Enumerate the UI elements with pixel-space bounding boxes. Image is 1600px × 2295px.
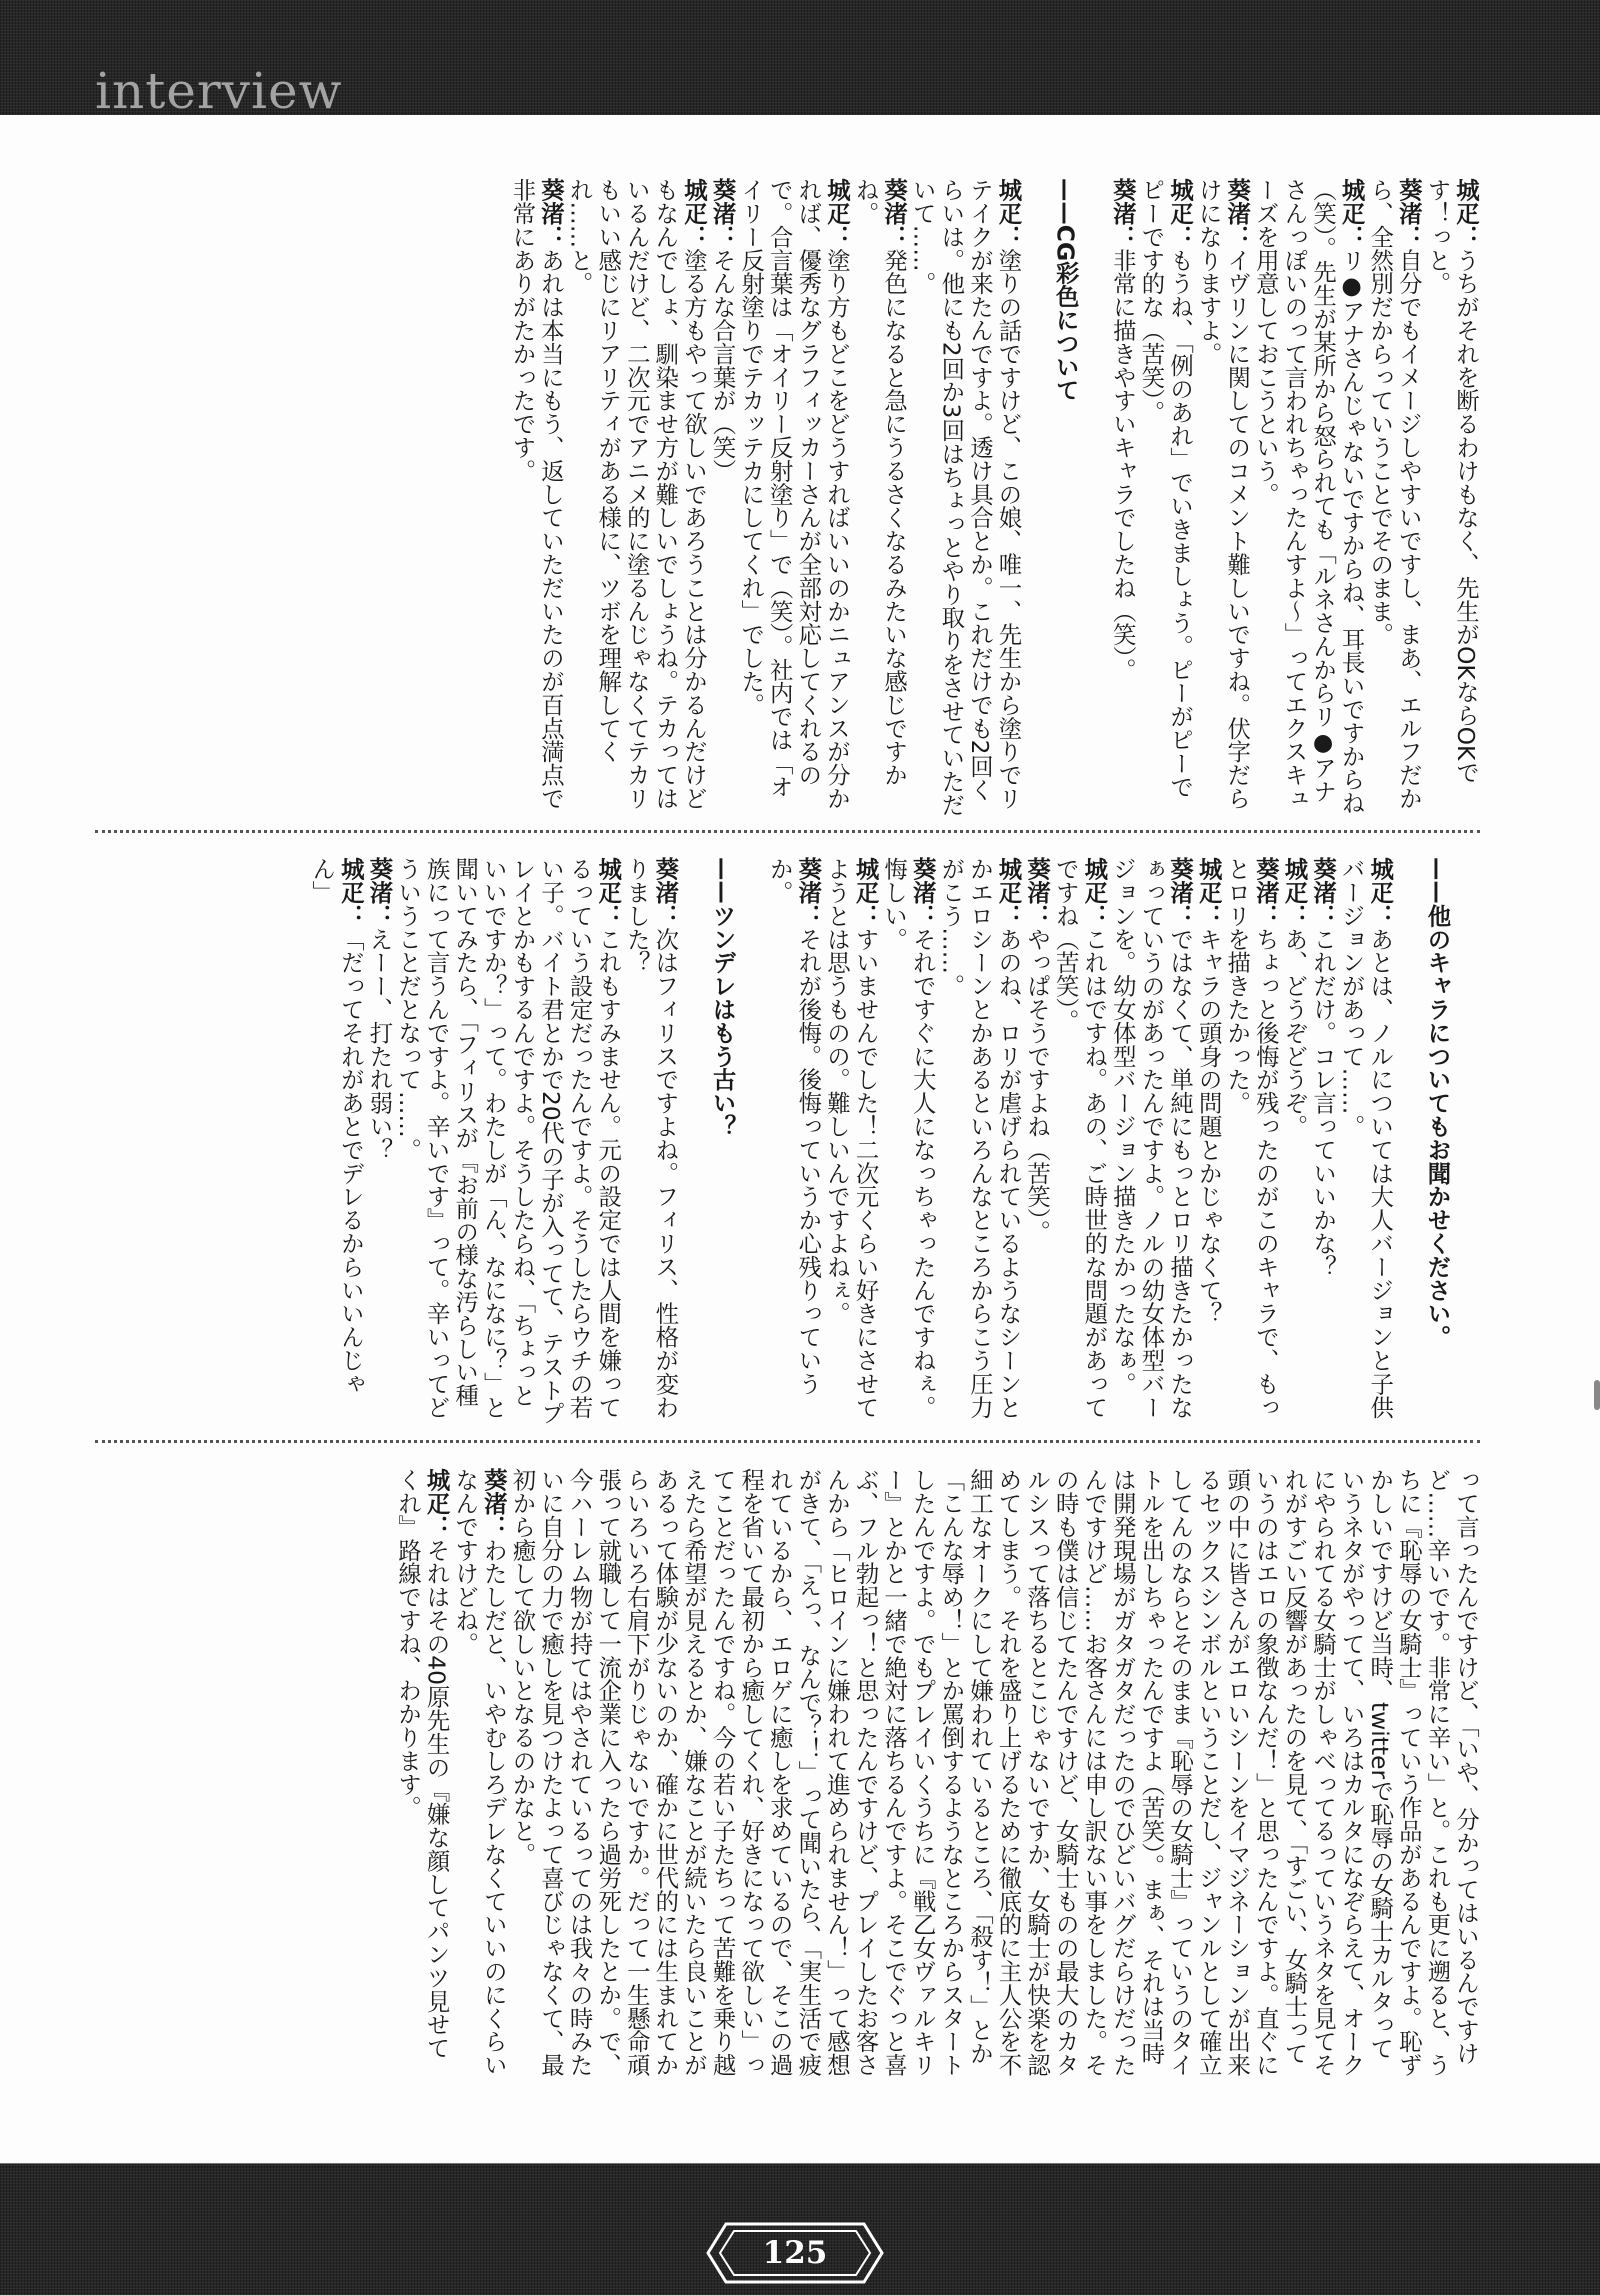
- utterance: [1108, 857, 1194, 1429]
- speaker-label: 葵渚: [537, 178, 565, 225]
- speaker-colon: ：: [1251, 903, 1280, 928]
- utterance-text: これだけ。コレ言っていいかな？: [1309, 927, 1338, 1279]
- utterance-text: これもすみません。元の設定では人間を嫌ってるっていう設定だったんですよ。そうしたらウチの若い子。バイト君とかで20代の子が入ってて、テストプレイとかもするんですよ。そうしたらね、「ちょっといいですか？」って。わたしが「ん、なになに？」と聞いてみたら、「フィリスが『お前の様な汚らしい種族にって言うんですよ。辛いです』って。辛いってどういうことだとなって……。: [394, 857, 623, 1425]
- interview-section-bottom: [150, 1468, 1480, 2080]
- speaker-label: 城疋: [822, 178, 851, 225]
- utterance-text: 「だってそれがあとでデレるからいいんじゃん」: [308, 857, 365, 1396]
- speaker-label: 葵渚: [651, 857, 680, 904]
- utterance: [565, 178, 708, 818]
- interview-section-middle: [110, 857, 1480, 1429]
- speaker-label: 城疋: [1166, 178, 1195, 225]
- speaker-colon: ：: [1080, 903, 1109, 928]
- speaker-label: 葵渚: [880, 178, 909, 225]
- speaker-label: 城疋: [1366, 857, 1395, 904]
- speaker-label: 城疋: [1280, 857, 1309, 904]
- speaker-colon: ：: [1309, 903, 1338, 928]
- utterance: [365, 857, 394, 1429]
- utterance: [1137, 178, 1194, 818]
- speaker-label: 葵渚: [794, 857, 823, 904]
- interview-section-top: [120, 178, 1480, 818]
- utterance: [851, 178, 908, 818]
- section-heading: ——CG彩色について: [1051, 178, 1080, 402]
- speaker-colon: ：: [479, 1514, 508, 1539]
- utterance-text: わたしだと、いやむしろデレなくていいのにくらいなんですけどね。: [451, 1468, 508, 2077]
- utterance: [937, 857, 1023, 1429]
- utterance-text: って言ったんですけど、「いや、分かってはいるんですけど……辛いです。非常に辛い」と。これも更に遡ると、うちに『恥辱の女騎士』っていう作品があるんですよ。恥ずかしいですけど当時、twitterで恥辱の女騎士カルタっていうネタがやってて、いろはカルタになぞらえて、オークにやられてる女騎士がしゃべってるっていうネタを見てそれがすごい反響があったのを見て、「すごい、女騎士っていうのはエロの象徴なんだ！」と思ったんですよ。直ぐに頭の中に皆さんがエロいシーンをイマジネーションが出来るセックスシンボルということだし、ジャンルとして確立してんのならとそのまま『恥辱の女騎士』っていうのタイトルを出しちゃったんですよ（苦笑）。まぁ、それは当時は開発現場がガタガタだったのでひどいバグだらけだったんですけど……お客さんには申し訳ない事をしました。その時も僕は信じてたんですけど、女騎士ものの最大のカタルシスって落ちるとこじゃないですか、女騎士が快楽を認めてしまう。それを盛り上げるために徹底的に主人公を不細工なオークにして嫌われているところ、「殺す！」とか「こんな辱め！」とか罵倒するようなところからスタートしたんですよ。でもプレイいくうちに『戦乙女ヴァルキリー』とかと一緒で絶対に落ちるんですよ。そこでぐっと喜ぶ、フル勃起っ！と思ったんですけど、プレイしたお客さんから「ヒロインに嫌われて進められません！」って感想がきて、「えっ、なんで？！」って聞いたら、「実生活で疲れているから、エロゲに癒しを求めているので、そこの過程を省いて最初から癒してくれ、好きになって欲しい」ってことだったんですね。今の若い子たちって苦難を乗り越えたら希望が見えるとか、嫌なことが続いたら良いことがあるって体験が少ないのか、確かに世代的には生まれてからいろいろ右肩下がりじゃないですか。だって一生懸命頑張って就職して一流企業に入ったら過労死したとか。で、今ハーレム物が持てはやされているってのは我々の時みたいに自分の力で癒しを見つけたよって喜びじゃなくて、最初から癒して欲しいとなるのかなと。: [508, 1468, 1480, 2077]
- speaker-colon: ：: [1108, 224, 1137, 249]
- utterance-text: すいませんでした！二次元くらい好きにさせてようとは思うものの。難しいんですよねぇ。: [822, 857, 880, 1419]
- utterance-text: やっぱそうですよね（苦笑）。: [1023, 927, 1052, 1244]
- speaker-label: 葵渚: [708, 178, 737, 225]
- utterance-text: 発色になると急にうるさくなるみたいな感じですかね。: [851, 178, 909, 787]
- utterance-text: あのね、ロリが虐げられているようなシーンとかエロシーンとかあるといろんなところからこう圧力がこう……。: [937, 857, 1023, 1419]
- speaker-colon: ：: [336, 903, 365, 928]
- utterance: [1337, 857, 1394, 1429]
- utterance-text: リ●アナさんじゃないですからね、耳長いですからね（笑）。先生が某所から怒られても「ルネさんからリ●アナさんっぽいのって言われちゃったんすよ〜」ってエクスキューズを用意しておこうという。: [1251, 178, 1366, 815]
- footer-band: [0, 2163, 1600, 2295]
- utterance: [1051, 857, 1108, 1429]
- utterance-text: それですぐに大人になっちゃったんですねぇ。悔しい。: [880, 857, 937, 1419]
- utterance: [880, 857, 937, 1429]
- utterance: [1280, 857, 1309, 1429]
- speaker-label: 城疋: [1337, 178, 1366, 225]
- speaker-label: 葵渚: [1251, 857, 1280, 904]
- speaker-colon: ：: [1223, 224, 1252, 249]
- utterance-text: キャラの頭身の問題とかじゃなくて？: [1194, 927, 1223, 1326]
- speaker-colon: ：: [994, 224, 1023, 249]
- speaker-colon: ：: [880, 224, 909, 249]
- utterance-text: イヴリンに関してのコメント難しいですね。伏字だらけになりますよ。: [1194, 178, 1252, 810]
- utterance-text: うちがそれを断るわけもなく、先生がOKならOKです！っと。: [1423, 178, 1480, 784]
- speaker-label: 葵渚: [1023, 857, 1052, 904]
- utterance-text: ちょっと後悔が残ったのがこのキャラで、もっとロリを描きたかった。: [1223, 857, 1280, 1419]
- speaker-label: 城疋: [594, 857, 623, 904]
- utterance-text: それが後悔。後悔っていうか心残りっていうか。: [765, 857, 823, 1396]
- dotted-divider: [95, 830, 1480, 833]
- speaker-colon: ：: [994, 903, 1023, 928]
- speaker-label: 城疋: [994, 857, 1023, 904]
- continued-utterance: [508, 1468, 1480, 2080]
- utterance-text: 塗る方もやって欲しいであろうことは分かるんだけどもなんでしょ、馴染ませ方が難しいでしょうね。テカってはいるんだけど、二次元でアニメ的に塗るんじゃなくてテカリもいい感じにリアリティがある様に、ツボを理解してくれ……と。: [565, 178, 708, 810]
- speaker-label: 城疋: [994, 178, 1023, 225]
- utterance-text: これはですね。あの、ご時世的な問題があってですね（苦笑）。: [1051, 857, 1109, 1419]
- speaker-label: 城疋: [1194, 857, 1223, 904]
- utterance-text: ではなくて、単純にもっとロリ描きたかったなぁっていうのがあったんですよ。ノルの幼女体型バージョンを。幼女体型バージョン描きたかったなぁ。: [1108, 857, 1195, 1419]
- speaker-label: 葵渚: [1223, 178, 1252, 225]
- utterance: [822, 857, 879, 1429]
- speaker-label: 城疋: [1452, 178, 1480, 225]
- header-title: interview: [95, 66, 343, 115]
- speaker-colon: ：: [1166, 903, 1195, 928]
- speaker-colon: ：: [1166, 224, 1195, 249]
- speaker-label: 城疋: [422, 1468, 451, 1515]
- dotted-divider: [95, 1440, 1480, 1443]
- utterance-text: 塗り方もどこをどうすればいいのかニュアンスが分かれば、優秀なグラフィッカーさんが全部対応してくれるので。合言葉は「オイリー反射塗り」で（笑）。社内では「オイリー反射塗りでテカッテカにしてくれ」でした。: [737, 178, 851, 810]
- header-band: [0, 0, 1600, 115]
- speaker-colon: ：: [1452, 224, 1480, 249]
- page-edge-mark: [1594, 1380, 1600, 1410]
- speaker-colon: ：: [594, 903, 623, 928]
- speaker-colon: ：: [794, 903, 823, 928]
- speaker-colon: ：: [908, 903, 937, 928]
- utterance-text: そんな合言葉が（笑）: [708, 248, 737, 483]
- utterance: [1251, 178, 1365, 818]
- speaker-colon: ：: [708, 224, 737, 249]
- speaker-colon: ：: [651, 903, 680, 928]
- utterance: [1423, 178, 1480, 818]
- speaker-label: 葵渚: [479, 1468, 508, 1515]
- speaker-colon: ：: [365, 903, 394, 928]
- speaker-colon: ：: [851, 903, 880, 928]
- utterance: [1194, 857, 1223, 1429]
- utterance: [1366, 178, 1423, 818]
- section-heading: ——他のキャラについてもお聞かせください。: [1423, 857, 1452, 1349]
- speaker-colon: ：: [1023, 903, 1052, 928]
- utterance: [308, 857, 365, 1429]
- speaker-label: 葵渚: [365, 857, 394, 904]
- utterance-text: 自分でもイメージしやすいですし、まあ、エルフだから、全然別だからっていうことでそのまま。: [1366, 178, 1423, 810]
- speaker-label: 城疋: [336, 857, 365, 904]
- page-number-badge: [706, 2222, 884, 2284]
- utterance: [1308, 857, 1337, 1429]
- utterance: [393, 1468, 450, 2080]
- speaker-colon: ：: [537, 224, 565, 249]
- speaker-label: 葵渚: [908, 857, 937, 904]
- utterance-text: それはその40原先生の『嫌な顔してパンツ見せてくれ』路線ですね、わかります。: [394, 1468, 451, 2060]
- utterance: [908, 178, 1022, 818]
- speaker-label: 城疋: [851, 857, 880, 904]
- speaker-label: 葵渚: [1108, 178, 1137, 225]
- utterance-text: あれは本当にもう、返していただいたのが百点満点で非常にありがたかったです。: [508, 178, 565, 810]
- speaker-colon: ：: [1280, 903, 1309, 928]
- utterance: [393, 857, 622, 1429]
- section-heading: ——ツンデレはもう古い？: [708, 857, 737, 1138]
- speaker-colon: ：: [1194, 903, 1223, 928]
- page-number: 125: [762, 2235, 828, 2271]
- utterance-text: えーー、打たれ弱い？: [365, 927, 394, 1162]
- speaker-label: 葵渚: [1309, 857, 1338, 904]
- speaker-label: 葵渚: [1394, 178, 1423, 225]
- utterance-text: 非常に描きやすいキャラでしたね（笑）。: [1108, 248, 1137, 682]
- utterance: [765, 857, 822, 1429]
- utterance: [508, 178, 565, 818]
- speaker-colon: ：: [822, 224, 851, 249]
- utterance: [1108, 178, 1137, 818]
- utterance: [1023, 857, 1052, 1429]
- utterance-text: 塗りの話ですけど、この娘、唯一、先生から塗りでリテイクが来たんですよ。透け具合とか。これだけでも2回くらいは。他にも2回か3回はちょっとやり取りをさせていただいて……。: [908, 178, 1023, 817]
- utterance-text: あとは、ノルについては大人バージョンと子供バージョンがあって……。: [1337, 857, 1395, 1419]
- speaker-colon: ：: [679, 224, 708, 249]
- speaker-label: 城疋: [679, 178, 708, 225]
- speaker-colon: ：: [1366, 903, 1395, 928]
- speaker-colon: ：: [1337, 224, 1366, 249]
- speaker-colon: ：: [1394, 224, 1423, 249]
- utterance-text: もうね、「例のあれ」でいきましょう。ピーがピーでピーです的な（苦笑）。: [1137, 178, 1195, 799]
- speaker-label: 葵渚: [1166, 857, 1195, 904]
- utterance: [708, 178, 737, 818]
- speaker-colon: ：: [422, 1514, 451, 1539]
- utterance-text: 次はフィリスですよね。フィリス、性格が変わりました？: [622, 857, 680, 1419]
- speaker-label: 城疋: [1080, 857, 1109, 904]
- utterance: [737, 178, 851, 818]
- utterance: [1223, 857, 1280, 1429]
- utterance: [622, 857, 679, 1429]
- utterance-text: あ、どうぞどうぞ。: [1280, 927, 1309, 1138]
- utterance: [1194, 178, 1251, 818]
- utterance: [451, 1468, 508, 2080]
